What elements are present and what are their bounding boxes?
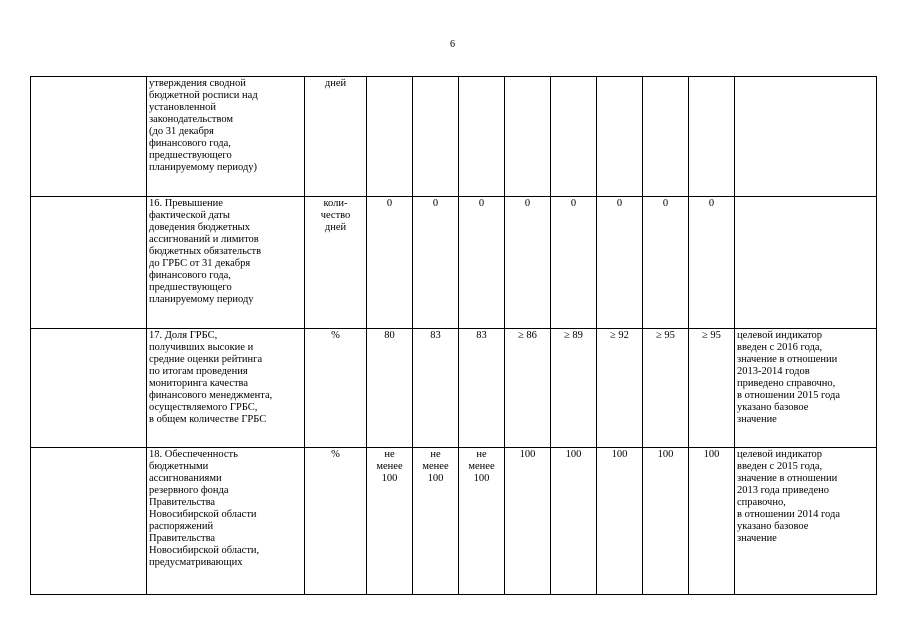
note-cell: целевой индикатор введен с 2016 года, значение в отношении 2013-2014 годов приведено справочно, в отношении 2015 года указано базовое значение: [735, 329, 877, 448]
value-cell: 0: [367, 197, 413, 329]
unit-cell: %: [305, 448, 367, 595]
value-cell: 100: [643, 448, 689, 595]
value-cell: [459, 77, 505, 197]
value-cell: не менее 100: [459, 448, 505, 595]
empty-cell: [31, 77, 147, 197]
value-cell: 100: [551, 448, 597, 595]
table-row: [31, 448, 877, 595]
value-cell: [367, 77, 413, 197]
value-cell: [643, 77, 689, 197]
value-cell: не менее 100: [413, 448, 459, 595]
indicator-name: утверждения сводной бюджетной росписи над установленной законодательством (до 31 декабря финансового года, предшествующего планируемому периоду): [147, 77, 305, 197]
empty-cell: [31, 329, 147, 448]
value-cell: 83: [413, 329, 459, 448]
value-cell: 0: [643, 197, 689, 329]
page-number: 6: [450, 39, 455, 50]
value-cell: [505, 77, 551, 197]
note-cell: [735, 77, 877, 197]
value-cell: [597, 77, 643, 197]
empty-cell: [31, 197, 147, 329]
table-row: [31, 77, 877, 197]
value-cell: [689, 77, 735, 197]
value-cell: 80: [367, 329, 413, 448]
indicator-name: 16. Превышение фактической даты доведения бюджетных ассигнований и лимитов бюджетных обязательств до ГРБС от 31 декабря финансового года, предшествующего планируемому периоду: [147, 197, 305, 329]
value-cell: не менее 100: [367, 448, 413, 595]
value-cell: 100: [597, 448, 643, 595]
note-cell: целевой индикатор введен с 2015 года, значение в отношении 2013 года приведено справочно, в отношении 2014 года указано базовое значение: [735, 448, 877, 595]
value-cell: 0: [597, 197, 643, 329]
unit-cell: %: [305, 329, 367, 448]
unit-cell: коли- чество дней: [305, 197, 367, 329]
value-cell: 0: [551, 197, 597, 329]
value-cell: ≥ 86: [505, 329, 551, 448]
value-cell: 100: [689, 448, 735, 595]
indicator-name: 17. Доля ГРБС, получивших высокие и средние оценки рейтинга по итогам проведения мониторинга качества финансового менеджмента, осуществляемого ГРБС, в общем количестве ГРБС: [147, 329, 305, 448]
indicators-table: [30, 76, 877, 595]
value-cell: ≥ 92: [597, 329, 643, 448]
empty-cell: [31, 448, 147, 595]
value-cell: [551, 77, 597, 197]
value-cell: 0: [413, 197, 459, 329]
table-row: [31, 329, 877, 448]
value-cell: 83: [459, 329, 505, 448]
indicator-name: 18. Обеспеченность бюджетными ассигнованиями резервного фонда Правительства Новосибирской области распоряжений Правительства Новосибирской области, предусматривающих: [147, 448, 305, 595]
value-cell: 100: [505, 448, 551, 595]
value-cell: 0: [689, 197, 735, 329]
value-cell: [413, 77, 459, 197]
value-cell: 0: [505, 197, 551, 329]
unit-cell: дней: [305, 77, 367, 197]
value-cell: ≥ 89: [551, 329, 597, 448]
table-row: [31, 197, 877, 329]
value-cell: ≥ 95: [643, 329, 689, 448]
note-cell: [735, 197, 877, 329]
value-cell: 0: [459, 197, 505, 329]
value-cell: ≥ 95: [689, 329, 735, 448]
